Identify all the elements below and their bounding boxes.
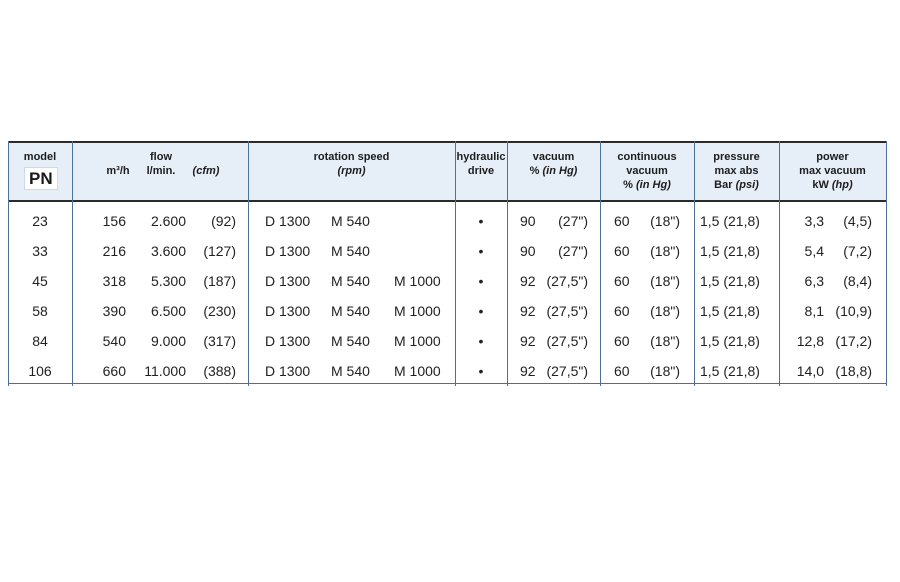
cell-lmin: 2.600: [150, 213, 186, 229]
cell-vac-hg: (27,5"): [546, 333, 588, 349]
header-lmin: l/min.: [146, 165, 176, 177]
cell-hp: (4,5): [843, 213, 872, 229]
cell-hp: (8,4): [843, 273, 872, 289]
header-vacuum: vacuum: [532, 151, 575, 163]
cell-m3h: 216: [102, 243, 126, 259]
cell-cont: 60: [614, 243, 630, 259]
header-model: model: [23, 151, 57, 163]
cell-cfm: (388): [203, 363, 236, 379]
header-flow: flow: [150, 151, 172, 163]
cell-vac: 90: [520, 243, 536, 259]
header-power-unit: kW (hp): [812, 179, 853, 191]
cell-m3h: 156: [102, 213, 126, 229]
header-continuous: continuous: [617, 151, 677, 163]
cell-model: 33: [32, 243, 48, 259]
cell-cont-hg: (18"): [650, 303, 680, 319]
cell-d: D 1300: [265, 243, 311, 259]
cell-cont-hg: (18"): [650, 363, 680, 379]
cell-m3h: 318: [102, 273, 126, 289]
cell-press: 1,5 (21,8): [700, 243, 760, 259]
cell-press: 1,5 (21,8): [700, 333, 760, 349]
cell-hp: (10,9): [835, 303, 872, 319]
cell-kw: 14,0: [796, 363, 824, 379]
cell-m540: M 540: [331, 243, 370, 259]
cell-kw: 12,8: [796, 333, 824, 349]
cell-model: 23: [32, 213, 48, 229]
cell-vac: 92: [520, 303, 536, 319]
cell-vac-hg: (27"): [558, 243, 588, 259]
header-pressure: pressure: [713, 151, 760, 163]
cell-press: 1,5 (21,8): [700, 213, 760, 229]
cell-model: 58: [32, 303, 48, 319]
cell-press: 1,5 (21,8): [700, 363, 760, 379]
header-cfm: (cfm): [192, 165, 220, 177]
cell-model: 84: [32, 333, 48, 349]
cell-vac: 90: [520, 213, 536, 229]
cell-hyd: •: [478, 363, 484, 379]
cell-hyd: •: [478, 333, 484, 349]
table-border-right: [886, 141, 887, 386]
cell-m1000: M 1000: [394, 333, 441, 349]
cell-m540: M 540: [331, 273, 370, 289]
cell-hp: (7,2): [843, 243, 872, 259]
header-power: power: [816, 151, 849, 163]
column-divider: [72, 141, 73, 386]
cell-lmin: 5.300: [150, 273, 186, 289]
cell-d: D 1300: [265, 333, 311, 349]
cell-lmin: 9.000: [150, 333, 186, 349]
header-m3h: m³/h: [106, 165, 130, 177]
cell-m540: M 540: [331, 303, 370, 319]
cell-d: D 1300: [265, 363, 311, 379]
cell-cfm: (92): [211, 213, 236, 229]
header-drive: drive: [467, 165, 495, 177]
cell-cfm: (230): [203, 303, 236, 319]
cell-hyd: •: [478, 213, 484, 229]
cell-cfm: (187): [203, 273, 236, 289]
cell-m540: M 540: [331, 333, 370, 349]
cell-kw: 8,1: [804, 303, 824, 319]
cell-d: D 1300: [265, 213, 311, 229]
header-max-abs: max abs: [714, 165, 759, 177]
cell-kw: 6,3: [804, 273, 824, 289]
cell-hyd: •: [478, 243, 484, 259]
header-hydraulic: hydraulic: [456, 151, 506, 163]
cell-lmin: 3.600: [150, 243, 186, 259]
cell-cont: 60: [614, 213, 630, 229]
header-rotation-speed: rotation speed: [313, 151, 390, 163]
cell-vac-hg: (27,5"): [546, 363, 588, 379]
cell-kw: 5,4: [804, 243, 824, 259]
cell-lmin: 11.000: [144, 363, 186, 379]
cell-m1000: M 1000: [394, 303, 441, 319]
cell-vac-hg: (27,5"): [546, 303, 588, 319]
cell-hp: (17,2): [835, 333, 872, 349]
header-vacuum-unit: % (in Hg): [529, 165, 578, 177]
cell-vac-hg: (27"): [558, 213, 588, 229]
cell-press: 1,5 (21,8): [700, 303, 760, 319]
cell-model: 45: [32, 273, 48, 289]
cell-vac: 92: [520, 273, 536, 289]
cell-cont-hg: (18"): [650, 273, 680, 289]
cell-m3h: 390: [102, 303, 126, 319]
cell-vac: 92: [520, 363, 536, 379]
cell-d: D 1300: [265, 303, 311, 319]
cell-m540: M 540: [331, 363, 370, 379]
header-continuous-unit: % (in Hg): [623, 179, 671, 191]
cell-cfm: (127): [203, 243, 236, 259]
header-continuous-vacuum: vacuum: [626, 165, 668, 177]
cell-cont-hg: (18"): [650, 213, 680, 229]
cell-cont: 60: [614, 303, 630, 319]
cell-m540: M 540: [331, 213, 370, 229]
header-model-code: PN: [24, 167, 58, 190]
cell-cont-hg: (18"): [650, 243, 680, 259]
cell-lmin: 6.500: [150, 303, 186, 319]
cell-hp: (18,8): [835, 363, 872, 379]
header-model-code-box: [24, 170, 56, 189]
cell-model: 106: [28, 363, 52, 379]
header-pressure-unit: Bar (psi): [714, 179, 759, 191]
cell-cont-hg: (18"): [650, 333, 680, 349]
cell-cont: 60: [614, 363, 630, 379]
cell-cont: 60: [614, 333, 630, 349]
cell-vac-hg: (27,5"): [546, 273, 588, 289]
cell-m3h: 540: [102, 333, 126, 349]
cell-m3h: 660: [102, 363, 126, 379]
cell-m1000: M 1000: [394, 363, 441, 379]
cell-vac: 92: [520, 333, 536, 349]
cell-cont: 60: [614, 273, 630, 289]
cell-hyd: •: [478, 303, 484, 319]
cell-kw: 3,3: [804, 213, 824, 229]
header-rpm: (rpm): [337, 165, 366, 177]
cell-m1000: M 1000: [394, 273, 441, 289]
cell-hyd: •: [478, 273, 484, 289]
cell-d: D 1300: [265, 273, 311, 289]
header-max-vacuum: max vacuum: [799, 165, 866, 177]
cell-cfm: (317): [203, 333, 236, 349]
cell-press: 1,5 (21,8): [700, 273, 760, 289]
